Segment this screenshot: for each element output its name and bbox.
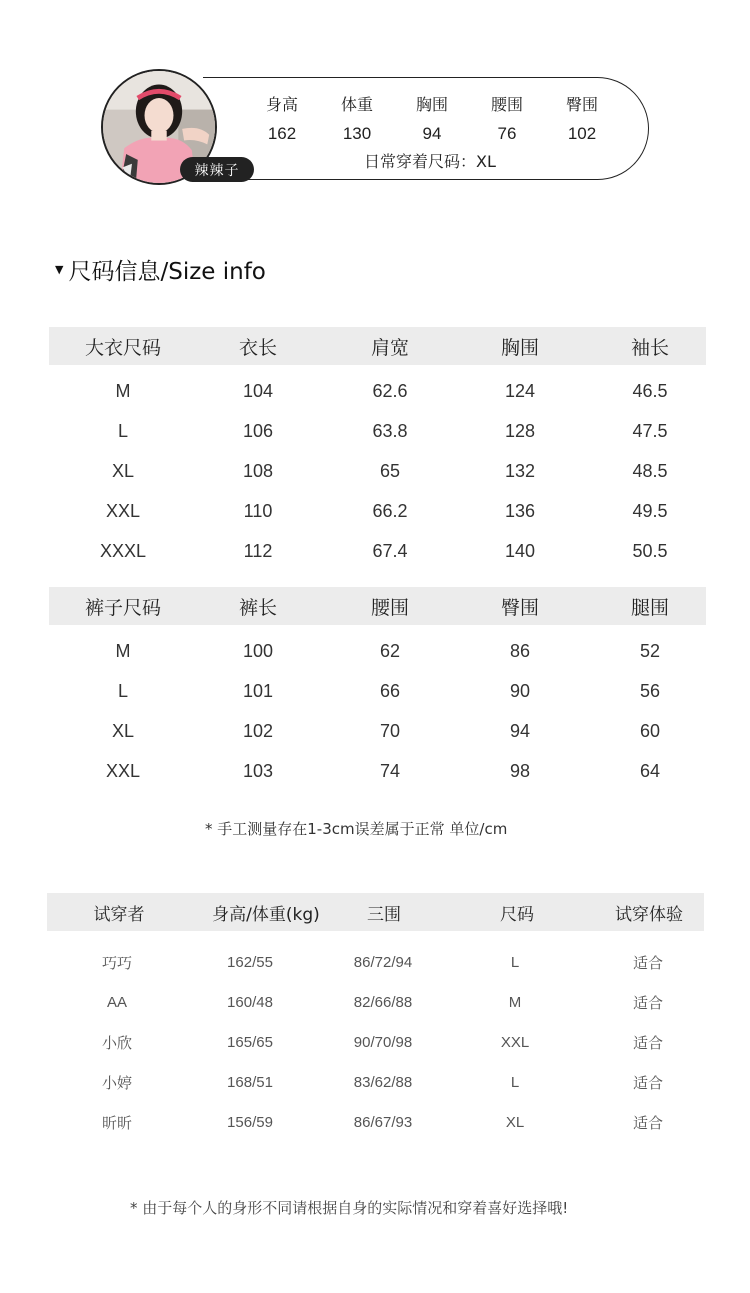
stat-label: 胸围 (415, 95, 448, 114)
size-info-title (55, 253, 266, 286)
table-cell: 90 (509, 680, 531, 701)
table-cell: 110 (243, 500, 273, 521)
table-cell: 90/70/98 (353, 1033, 413, 1051)
table-cell: 112 (243, 540, 273, 561)
model-stat-weight (322, 92, 392, 144)
table-cell: 102 (242, 720, 274, 741)
header-cell: 腿围 (630, 596, 670, 619)
footer-note: * 由于每个人的身形不同请根据自身的实际情况和穿着喜好选择哦! (130, 1199, 569, 1217)
table-cell: 63.8 (372, 420, 408, 441)
table-cell: M (508, 993, 522, 1011)
header-cell: 胸围 (500, 336, 540, 359)
table-cell: 140 (504, 540, 536, 561)
table-cell: 124 (504, 380, 536, 401)
table-cell: 162/55 (227, 953, 273, 971)
header-cell: 三围 (367, 904, 401, 925)
stat-label: 臀围 (565, 95, 598, 114)
model-stat-height (247, 92, 317, 144)
table-cell: 66.2 (372, 500, 408, 521)
table-cell: 70 (379, 720, 401, 741)
table-row (47, 1022, 704, 1062)
header-cell: 裤长 (238, 596, 278, 619)
stat-value: 130 (342, 124, 372, 143)
table-cell: 小婷 (101, 1074, 133, 1092)
table-cell: 适合 (632, 954, 664, 972)
table-cell: 132 (504, 460, 536, 481)
measurement-note: * 手工测量存在1-3cm误差属于正常 单位/cm (205, 820, 508, 838)
coat-table-header (49, 327, 706, 365)
table-cell: 46.5 (632, 380, 668, 401)
table-cell: 适合 (632, 994, 664, 1012)
header-cell: 裤子尺码 (84, 596, 162, 619)
table-cell: M (115, 640, 131, 661)
header-cell: 尺码 (500, 904, 534, 925)
model-name-tag: 辣辣子 (180, 157, 254, 182)
daily-size-text: 日常穿着尺码：XL (364, 152, 496, 171)
table-cell: AA (106, 993, 128, 1011)
table-cell: 65 (379, 460, 401, 481)
table-cell: 适合 (632, 1114, 664, 1132)
table-cell: L (510, 1073, 520, 1091)
header-cell: 臀围 (500, 596, 540, 619)
table-row (47, 1102, 704, 1142)
header-cell: 大衣尺码 (84, 336, 162, 359)
stat-label: 腰围 (490, 95, 523, 114)
table-cell: XXL (105, 760, 141, 781)
header-cell: 肩宽 (370, 336, 410, 359)
table-row (47, 982, 704, 1022)
table-cell: 128 (504, 420, 536, 441)
table-cell: 62.6 (372, 380, 408, 401)
header-cell: 衣长 (238, 336, 278, 359)
table-cell: L (510, 953, 520, 971)
table-row (49, 451, 706, 491)
table-cell: 小欣 (101, 1034, 133, 1052)
table-cell: 106 (242, 420, 274, 441)
table-row (49, 411, 706, 451)
header-cell: 腰围 (370, 596, 410, 619)
table-cell: 适合 (632, 1074, 664, 1092)
stat-label: 身高 (265, 95, 298, 114)
table-cell: 巧巧 (101, 954, 133, 972)
header-cell: 身高/体重(kg) (212, 904, 320, 925)
table-cell: L (117, 420, 129, 441)
table-cell: 62 (379, 640, 401, 661)
table-cell: 136 (504, 500, 536, 521)
table-cell: XXL (500, 1033, 530, 1051)
header-cell: 袖长 (630, 336, 670, 359)
table-cell: XL (505, 1113, 525, 1131)
table-cell: XL (111, 460, 135, 481)
table-cell: 60 (639, 720, 661, 741)
table-cell: 86/67/93 (353, 1113, 413, 1131)
size-info-title-text: 尺码信息/Size info (68, 259, 266, 285)
table-cell: 108 (242, 460, 274, 481)
table-cell: 74 (379, 760, 401, 781)
model-stat-waist (472, 92, 542, 144)
header-cell: 试穿体验 (615, 904, 683, 925)
table-cell: 168/51 (227, 1073, 273, 1091)
stat-value: 162 (267, 124, 297, 143)
table-cell: 64 (639, 760, 661, 781)
table-cell: M (115, 380, 131, 401)
table-cell: 83/62/88 (353, 1073, 413, 1091)
stat-value: 76 (497, 124, 517, 143)
table-row (47, 942, 704, 982)
table-cell: 103 (242, 760, 274, 781)
model-stat-hip (547, 92, 617, 144)
table-row (49, 371, 706, 411)
table-cell: 66 (379, 680, 401, 701)
header-cell: 试穿者 (93, 904, 145, 925)
table-cell: 94 (509, 720, 531, 741)
table-cell: 100 (242, 640, 274, 661)
table-cell: 50.5 (632, 540, 668, 561)
table-cell: 86/72/94 (353, 953, 413, 971)
table-cell: 47.5 (632, 420, 668, 441)
table-row (49, 491, 706, 531)
table-cell: 104 (242, 380, 274, 401)
table-cell: L (117, 680, 129, 701)
table-cell: XXL (105, 500, 141, 521)
table-cell: 165/65 (227, 1033, 273, 1051)
table-cell: 86 (509, 640, 531, 661)
table-row (49, 751, 706, 791)
table-cell: 82/66/88 (353, 993, 413, 1011)
table-cell: 101 (242, 680, 274, 701)
table-cell: 156/59 (227, 1113, 273, 1131)
table-cell: 48.5 (632, 460, 668, 481)
stat-value: 102 (567, 124, 597, 143)
table-cell: 昕昕 (101, 1114, 133, 1132)
trial-table-header (47, 893, 704, 931)
table-cell: XL (111, 720, 135, 741)
table-cell: 67.4 (372, 540, 408, 561)
table-row (49, 711, 706, 751)
stat-value: 94 (422, 124, 442, 143)
table-cell: 适合 (632, 1034, 664, 1052)
pants-table-header (49, 587, 706, 625)
table-cell: XXXL (99, 540, 147, 561)
model-stat-bust (397, 92, 467, 144)
table-cell: 49.5 (632, 500, 668, 521)
triangle-down-icon: ▼ (55, 263, 64, 276)
table-cell: 160/48 (227, 993, 273, 1011)
table-row (49, 531, 706, 571)
table-cell: 52 (639, 640, 661, 661)
table-row (47, 1062, 704, 1102)
stat-label: 体重 (340, 95, 373, 114)
table-cell: 98 (509, 760, 531, 781)
table-row (49, 631, 706, 671)
table-cell: 56 (639, 680, 661, 701)
table-row (49, 671, 706, 711)
